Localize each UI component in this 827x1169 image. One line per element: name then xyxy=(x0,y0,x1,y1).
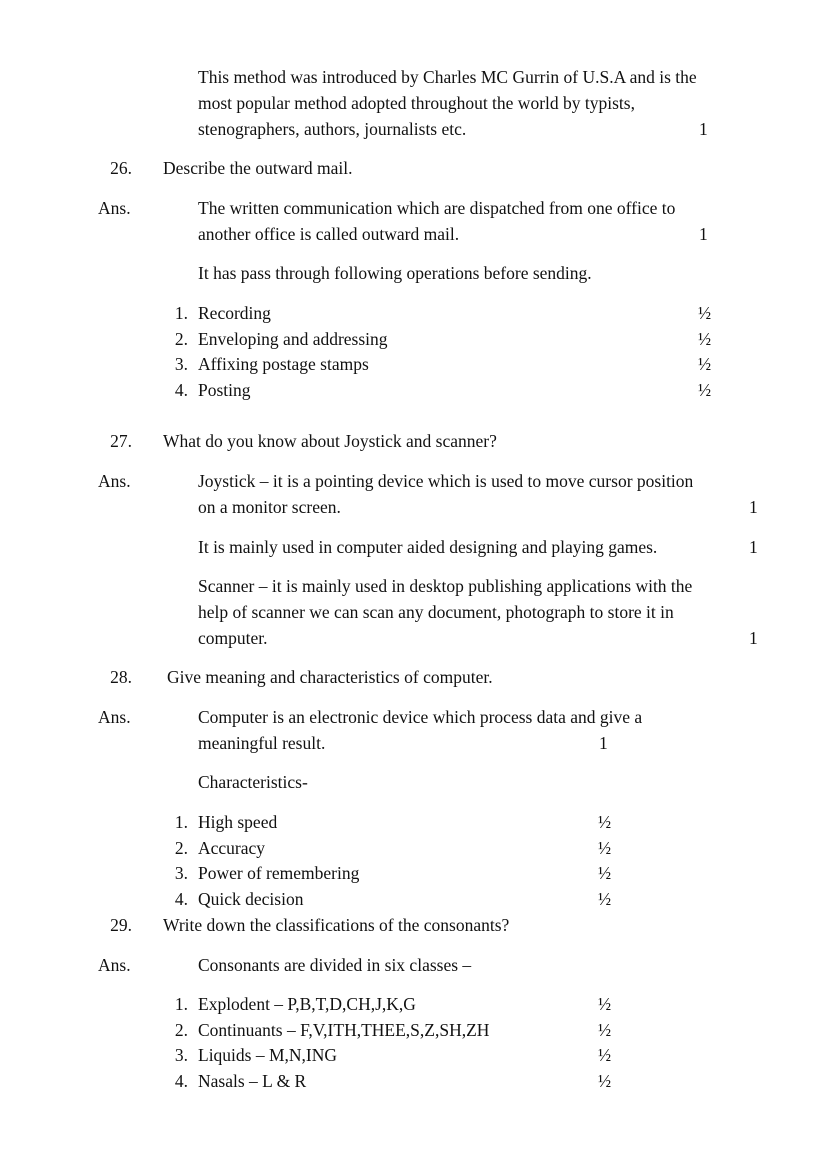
q26-question: Describe the outward mail. xyxy=(163,158,353,178)
q27-p3-line-3: computer. xyxy=(198,628,268,648)
q29-item-1-number: 1. xyxy=(174,994,188,1014)
q29-item-2-text: Continuants – F,V,ITH,THEE,S,Z,SH,ZH xyxy=(198,1020,490,1040)
q29-item-2-number: 2. xyxy=(174,1020,188,1040)
q28-question: Give meaning and characteristics of computer. xyxy=(167,667,493,687)
q26-item-4-number: 4. xyxy=(174,380,188,400)
q28-item-1-text: High speed xyxy=(198,812,278,832)
q28-item-1-mark: ½ xyxy=(598,812,612,832)
q28-answer-mark: 1 xyxy=(599,733,608,753)
q26-answer-line-2: another office is called outward mail. xyxy=(198,224,460,244)
q29-number: 29. xyxy=(110,915,132,935)
q28-item-3-number: 3. xyxy=(174,863,188,883)
q29-item-3-text: Liquids – M,N,ING xyxy=(198,1045,338,1065)
q29-item-1-text: Explodent – P,B,T,D,CH,J,K,G xyxy=(198,994,416,1014)
q27-p1-line-1: Joystick – it is a pointing device which is used to move cursor position xyxy=(198,471,694,491)
q28-item-2-text: Accuracy xyxy=(198,838,266,858)
intro-line-1: This method was introduced by Charles MC Gurrin of U.S.A and is the xyxy=(198,67,697,87)
q26-ans-label: Ans. xyxy=(98,198,131,218)
q26-item-3-text: Affixing postage stamps xyxy=(198,354,369,374)
intro-line-3: stenographers, authors, journalists etc. xyxy=(198,119,467,139)
q29-item-1-mark: ½ xyxy=(598,994,612,1014)
q28-ans-label: Ans. xyxy=(98,707,131,727)
q27-number: 27. xyxy=(110,431,132,451)
q26-number: 26. xyxy=(110,158,132,178)
q29-item-3-number: 3. xyxy=(174,1045,188,1065)
q26-item-2-text: Enveloping and addressing xyxy=(198,329,388,349)
intro-mark: 1 xyxy=(699,119,708,139)
q28-item-4-mark: ½ xyxy=(598,889,612,909)
q26-item-4-mark: ½ xyxy=(698,380,712,400)
q29-item-4-number: 4. xyxy=(174,1071,188,1091)
q26-item-2-mark: ½ xyxy=(698,329,712,349)
q26-item-3-number: 3. xyxy=(174,354,188,374)
q26-item-2-number: 2. xyxy=(174,329,188,349)
q27-p3-line-2: help of scanner we can scan any document, photograph to store it in xyxy=(198,602,674,622)
q26-answer-mark: 1 xyxy=(699,224,708,244)
q28-sub-heading: Characteristics- xyxy=(198,772,308,792)
q28-item-1-number: 1. xyxy=(174,812,188,832)
q29-ans-label: Ans. xyxy=(98,955,131,975)
q26-answer-line-1: The written communication which are dispatched from one office to xyxy=(198,198,676,218)
q29-item-3-mark: ½ xyxy=(598,1045,612,1065)
q27-question: What do you know about Joystick and scanner? xyxy=(163,431,497,451)
q26-item-3-mark: ½ xyxy=(698,354,712,374)
q28-item-3-mark: ½ xyxy=(598,863,612,883)
q27-p2-mark: 1 xyxy=(749,537,758,557)
q28-item-4-number: 4. xyxy=(174,889,188,909)
q28-number: 28. xyxy=(110,667,132,687)
q26-note: It has pass through following operations before sending. xyxy=(198,263,592,283)
q28-answer-line-1: Computer is an electronic device which process data and give a xyxy=(198,707,643,727)
q28-item-2-number: 2. xyxy=(174,838,188,858)
q27-p2: It is mainly used in computer aided designing and playing games. xyxy=(198,537,658,557)
q27-p3-line-1: Scanner – it is mainly used in desktop publishing applications with the xyxy=(198,576,693,596)
q29-item-2-mark: ½ xyxy=(598,1020,612,1040)
q29-item-4-text: Nasals – L & R xyxy=(198,1071,307,1091)
q26-item-1-mark: ½ xyxy=(698,303,712,323)
q26-item-4-text: Posting xyxy=(198,380,251,400)
q27-ans-label: Ans. xyxy=(98,471,131,491)
q29-question: Write down the classifications of the consonants? xyxy=(163,915,510,935)
intro-line-2: most popular method adopted throughout the world by typists, xyxy=(198,93,635,113)
q28-item-2-mark: ½ xyxy=(598,838,612,858)
q28-answer-line-2: meaningful result. xyxy=(198,733,326,753)
q27-p1-line-2: on a monitor screen. xyxy=(198,497,341,517)
q29-item-4-mark: ½ xyxy=(598,1071,612,1091)
q26-item-1-text: Recording xyxy=(198,303,271,323)
q27-p1-mark: 1 xyxy=(749,497,758,517)
q28-item-4-text: Quick decision xyxy=(198,889,304,909)
q29-answer: Consonants are divided in six classes – xyxy=(198,955,472,975)
q27-p3-mark: 1 xyxy=(749,628,758,648)
q26-item-1-number: 1. xyxy=(174,303,188,323)
q28-item-3-text: Power of remembering xyxy=(198,863,360,883)
